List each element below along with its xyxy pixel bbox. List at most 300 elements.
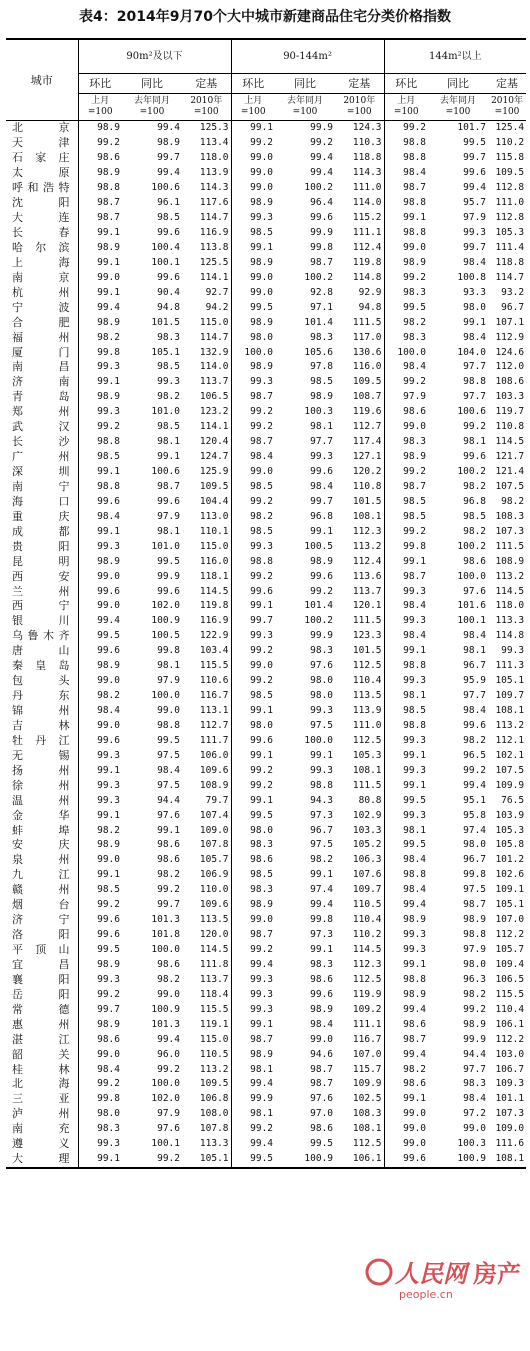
index-value: 99.6 [78,584,122,599]
index-value: 99.6 [310,988,334,1000]
index-value: 99.2 [231,494,275,509]
index-value: 98.9 [310,1003,334,1015]
index-value: 110.2 [352,929,382,941]
index-value: 98.3 [463,1078,487,1090]
index-value: 116.0 [352,361,382,373]
index-value: 100.0 [231,345,275,360]
index-value: 98.8 [384,719,428,734]
index-value: 97.5 [463,884,487,896]
index-value: 105.3 [352,749,382,761]
index-value: 98.1 [463,645,487,657]
index-value: 107.3 [495,525,525,537]
table-row [6,704,526,719]
index-value: 94.4 [463,1048,487,1060]
index-value: 119.7 [495,406,525,418]
table-row [6,1047,526,1062]
index-base-header: 2010年 =100 [488,94,526,121]
index-value: 114.5 [352,944,382,956]
index-value: 97.7 [463,391,487,403]
index-base-header: 上月 =100 [384,94,428,121]
index-value: 99.1 [78,868,122,883]
index-value: 117.0 [352,331,382,343]
city-name: 襄阳 [6,972,78,987]
city-name: 包头 [6,674,78,689]
index-value: 100.2 [304,182,334,194]
index-value: 114.0 [199,361,229,373]
index-value: 99.1 [78,1152,122,1168]
table-row [6,614,526,629]
index-base-header: 去年同月 =100 [275,94,335,121]
index-value: 98.7 [231,390,275,405]
city-name: 吉林 [6,719,78,734]
table-row [6,838,526,853]
index-value: 97.6 [157,1123,180,1135]
index-value: 106.1 [335,1152,384,1168]
index-value: 106.5 [199,391,229,403]
index-value: 98.6 [310,973,334,985]
index-value: 119.8 [352,256,382,268]
index-value: 98.5 [463,510,487,522]
index-value: 98.7 [78,211,122,226]
index-value: 99.0 [231,151,275,166]
city-name: 扬州 [6,763,78,778]
index-value: 105.2 [352,839,382,851]
city-name: 宜昌 [6,958,78,973]
index-value: 106.9 [199,869,229,881]
index-value: 99.2 [157,1063,180,1075]
index-kind-header: 环比 [78,74,122,94]
index-value: 100.2 [457,540,487,552]
index-value: 114.7 [199,331,229,343]
price-index-table [6,38,526,1169]
index-value: 99.3 [231,211,275,226]
index-base-header: 上月 =100 [78,94,122,121]
city-name: 上海 [6,255,78,270]
index-value: 97.9 [157,675,180,687]
index-value: 99.0 [78,599,122,614]
index-value: 98.4 [463,1093,487,1105]
index-value: 112.8 [495,212,525,224]
city-name: 韶关 [6,1047,78,1062]
index-value: 98.0 [78,1107,122,1122]
index-value: 98.4 [384,599,428,614]
index-value: 112.5 [352,1138,382,1150]
index-value: 98.9 [384,913,428,928]
index-value: 96.0 [157,1048,180,1060]
city-name: 南京 [6,270,78,285]
index-value: 99.5 [384,793,428,808]
table-row [6,778,526,793]
index-value: 100.4 [151,241,180,253]
index-value: 98.7 [231,1032,275,1047]
index-value: 99.0 [78,1047,122,1062]
index-value: 115.5 [495,988,525,1000]
table-row [6,181,526,196]
group-header-medium: 90-144m² [231,39,384,74]
city-name: 安庆 [6,838,78,853]
city-name: 赣州 [6,883,78,898]
table-row [6,659,526,674]
index-value: 76.5 [501,794,525,806]
city-name: 太原 [6,166,78,181]
index-value: 112.0 [495,361,525,373]
index-value: 113.0 [199,510,229,522]
index-value: 98.2 [157,869,180,881]
index-value: 99.5 [384,300,428,315]
index-value: 125.5 [199,256,229,268]
city-name: 丹东 [6,689,78,704]
index-kind-header: 同比 [122,74,182,94]
index-value: 103.9 [495,809,525,821]
index-value: 99.4 [157,122,180,134]
index-value: 111.4 [495,241,525,253]
index-value: 124.3 [352,122,382,134]
city-name: 厦门 [6,345,78,360]
city-name: 金华 [6,808,78,823]
index-value: 100.0 [151,944,180,956]
index-value: 98.9 [463,914,487,926]
city-name: 哈尔滨 [6,241,78,256]
index-value: 118.0 [199,152,229,164]
index-value: 101.1 [495,1093,525,1105]
index-value: 99.1 [231,748,275,763]
index-value: 101.7 [457,122,487,134]
index-value: 98.8 [384,151,428,166]
people-cn-watermark [365,1250,530,1305]
index-value: 103.4 [199,645,229,657]
index-value: 99.3 [384,733,428,748]
index-value: 115.7 [352,1063,382,1075]
index-value: 98.6 [310,1123,334,1135]
index-value: 98.8 [157,719,180,731]
index-value: 99.1 [78,808,122,823]
index-value: 99.0 [231,465,275,480]
index-value: 99.2 [463,764,487,776]
index-value: 98.2 [310,854,334,866]
index-value: 107.8 [199,839,229,851]
table-row [6,554,526,569]
index-value: 98.9 [78,121,122,136]
index-value: 98.0 [310,675,334,687]
index-value: 97.6 [157,809,180,821]
index-value: 99.1 [78,285,122,300]
index-value: 99.8 [463,869,487,881]
index-value: 99.8 [310,241,334,253]
index-value: 98.7 [463,899,487,911]
table-row [6,883,526,898]
index-value: 99.2 [231,943,275,958]
index-value: 99.9 [463,1033,487,1045]
city-name: 济宁 [6,913,78,928]
index-value: 111.5 [352,779,382,791]
index-value: 102.9 [352,809,382,821]
index-value: 105.6 [304,346,334,358]
index-value: 98.8 [310,779,334,791]
index-value: 99.1 [384,748,428,763]
index-value: 99.3 [78,972,122,987]
city-name: 北海 [6,1077,78,1092]
index-value: 99.6 [157,585,180,597]
table-row [6,315,526,330]
index-value: 98.4 [384,629,428,644]
index-value: 99.2 [310,137,334,149]
index-value: 97.1 [310,301,334,313]
group-header-large: 144m²以上 [384,39,526,74]
index-value: 102.1 [495,749,525,761]
index-value: 111.3 [495,660,525,672]
index-value: 113.7 [352,585,382,597]
index-value: 101.6 [457,600,487,612]
index-value: 98.6 [78,1032,122,1047]
index-value: 103.3 [352,824,382,836]
index-value: 98.5 [157,361,180,373]
index-value: 98.8 [78,181,122,196]
index-value: 99.8 [78,1092,122,1107]
index-value: 97.5 [157,749,180,761]
index-value: 98.7 [157,480,180,492]
index-value: 116.9 [199,227,229,239]
index-value: 98.1 [157,436,180,448]
index-value: 100.9 [275,1152,335,1168]
index-value: 93.2 [501,286,525,298]
index-value: 104.0 [457,346,487,358]
index-value: 109.6 [199,899,229,911]
index-value: 100.2 [304,615,334,627]
index-value: 98.8 [384,226,428,241]
index-value: 113.7 [199,973,229,985]
table-row [6,405,526,420]
index-value: 99.9 [310,227,334,239]
index-value: 98.9 [157,137,180,149]
index-value: 99.3 [384,584,428,599]
index-value: 107.3 [495,1108,525,1120]
city-name: 沈阳 [6,196,78,211]
index-value: 99.2 [157,884,180,896]
index-value: 110.4 [495,1003,525,1015]
index-value: 100.6 [151,466,180,478]
index-value: 99.3 [231,629,275,644]
index-value: 99.6 [78,733,122,748]
index-value: 98.2 [231,509,275,524]
table-row [6,1137,526,1152]
index-value: 98.9 [231,255,275,270]
index-value: 115.2 [352,212,382,224]
index-value: 99.9 [231,1092,275,1107]
city-name: 蚌埠 [6,823,78,838]
index-value: 107.8 [199,1123,229,1135]
index-value: 112.4 [352,555,382,567]
index-value: 98.5 [384,509,428,524]
index-value: 99.6 [231,733,275,748]
index-kind-header: 定基 [488,74,526,94]
index-value: 98.2 [78,823,122,838]
index-value: 98.4 [384,853,428,868]
table-row [6,524,526,539]
index-value: 98.3 [78,1122,122,1137]
index-value: 113.2 [495,719,525,731]
index-value: 99.8 [310,914,334,926]
index-value: 99.3 [384,928,428,943]
city-name: 深圳 [6,465,78,480]
index-kind-header: 环比 [231,74,275,94]
city-name: 无锡 [6,748,78,763]
index-value: 99.3 [310,451,334,463]
index-value: 110.4 [352,914,382,926]
index-value: 101.5 [151,316,180,328]
index-value: 101.0 [151,540,180,552]
index-value: 97.9 [463,212,487,224]
index-value: 99.0 [310,1033,334,1045]
city-name: 平顶山 [6,943,78,958]
city-name: 西宁 [6,599,78,614]
index-value: 99.3 [78,405,122,420]
index-value: 99.0 [384,1122,428,1137]
index-value: 98.9 [78,315,122,330]
index-value: 98.7 [231,435,275,450]
index-value: 118.8 [495,256,525,268]
index-value: 114.8 [495,630,525,642]
index-value: 109.7 [495,690,525,702]
index-value: 114.5 [495,436,525,448]
index-value: 99.2 [384,270,428,285]
index-value: 99.1 [157,824,180,836]
index-value: 98.9 [78,390,122,405]
index-value: 97.6 [463,585,487,597]
index-value: 99.2 [231,136,275,151]
index-value: 110.0 [199,884,229,896]
index-value: 98.8 [78,480,122,495]
index-value: 108.1 [352,764,382,776]
index-value: 114.0 [352,197,382,209]
table-row [6,539,526,554]
index-value: 99.6 [310,466,334,478]
index-value: 115.5 [199,660,229,672]
index-value: 90.4 [157,286,180,298]
index-value: 99.4 [463,779,487,791]
index-kind-header: 定基 [335,74,384,94]
table-row [6,151,526,166]
index-value: 105.1 [495,899,525,911]
index-value: 98.5 [231,480,275,495]
index-value: 112.9 [495,331,525,343]
index-value: 102.0 [151,1093,180,1105]
index-value: 98.7 [231,928,275,943]
index-value: 98.0 [463,839,487,851]
index-value: 105.8 [495,839,525,851]
index-value: 109.5 [352,376,382,388]
index-value: 109.7 [352,884,382,896]
index-value: 109.1 [495,884,525,896]
index-value: 109.6 [199,764,229,776]
index-value: 98.6 [384,405,428,420]
index-value: 97.5 [310,839,334,851]
index-value: 109.9 [352,1078,382,1090]
index-value: 99.5 [463,137,487,149]
index-value: 99.1 [310,869,334,881]
index-value: 98.1 [231,1107,275,1122]
city-column-header: 城市 [6,39,78,121]
index-value: 97.5 [157,779,180,791]
index-value: 106.7 [495,1063,525,1075]
table-row [6,166,526,181]
index-value: 109.5 [199,1078,229,1090]
index-value: 99.1 [78,226,122,241]
index-value: 98.9 [463,1018,487,1030]
index-value: 120.0 [199,929,229,941]
index-value: 113.6 [352,570,382,582]
index-value: 99.2 [122,1152,182,1168]
table-row [6,748,526,763]
index-value: 103.0 [495,1048,525,1060]
index-value: 118.1 [199,570,229,582]
index-value: 99.7 [231,614,275,629]
index-value: 100.0 [304,734,334,746]
index-value: 98.2 [384,1062,428,1077]
table-row [6,241,526,256]
index-value: 99.3 [78,748,122,763]
index-kind-header: 定基 [182,74,231,94]
index-value: 99.3 [231,539,275,554]
index-value: 100.8 [457,271,487,283]
index-value: 99.3 [231,987,275,1002]
index-value: 99.7 [463,241,487,253]
index-value: 98.4 [231,450,275,465]
index-value: 99.2 [384,465,428,480]
index-value: 113.2 [199,1063,229,1075]
index-value: 98.2 [157,391,180,403]
index-kind-header: 环比 [384,74,428,94]
index-value: 99.0 [231,285,275,300]
index-value: 98.5 [231,868,275,883]
index-value: 98.5 [78,450,122,465]
index-value: 99.6 [78,494,122,509]
city-name: 湛江 [6,1032,78,1047]
index-value: 93.3 [463,286,487,298]
index-value: 99.9 [310,630,334,642]
index-value: 99.1 [463,316,487,328]
index-value: 98.6 [157,958,180,970]
index-value: 99.3 [384,614,428,629]
index-value: 96.7 [463,854,487,866]
table-row [6,1032,526,1047]
index-value: 97.9 [384,390,428,405]
table-row [6,823,526,838]
city-name: 泉州 [6,853,78,868]
index-value: 106.3 [352,854,382,866]
index-value: 99.6 [463,719,487,731]
index-value: 97.9 [463,944,487,956]
table-row [6,733,526,748]
index-value: 99.3 [384,943,428,958]
index-value: 98.9 [78,659,122,674]
index-value: 99.1 [310,749,334,761]
index-value: 98.4 [78,509,122,524]
index-value: 99.1 [231,121,275,136]
index-value: 98.7 [310,1063,334,1075]
table-row [6,853,526,868]
index-value: 112.7 [199,719,229,731]
index-value: 114.1 [199,271,229,283]
table-row [6,1122,526,1137]
index-value: 98.9 [384,987,428,1002]
index-value: 109.0 [199,824,229,836]
index-value: 99.2 [463,421,487,433]
index-value: 108.1 [352,1123,382,1135]
index-value: 110.4 [352,675,382,687]
index-value: 94.2 [205,301,229,313]
index-value: 100.0 [457,570,487,582]
index-value: 99.0 [231,659,275,674]
